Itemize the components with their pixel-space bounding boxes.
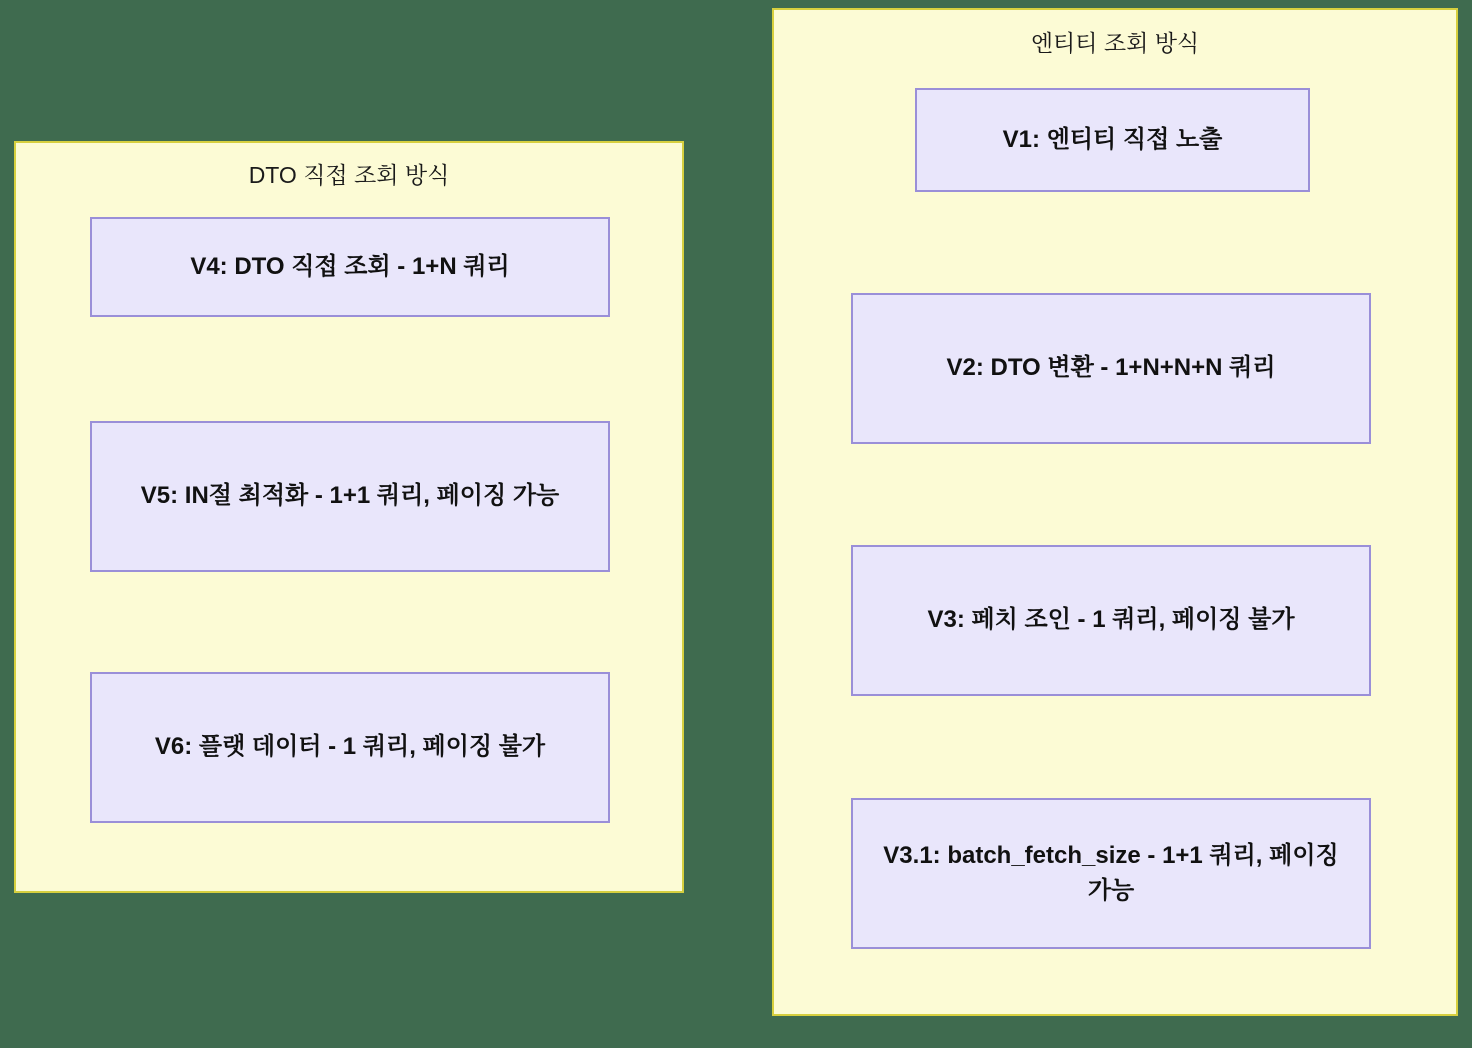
node-v2[interactable] (851, 293, 1371, 444)
node-v3[interactable] (851, 545, 1371, 696)
group-title-dto: DTO 직접 조회 방식 (248, 162, 450, 188)
node-v1-label: V1: 엔티티 직접 노출 (1002, 125, 1223, 153)
node-v6[interactable] (90, 672, 610, 823)
node-v3-label: V3: 페치 조인 - 1 쿼리, 페이징 불가 (927, 606, 1295, 634)
group-dto-direct-query (14, 141, 684, 893)
group-entity-query (772, 8, 1458, 1016)
node-v6-label: V6: 플랫 데이터 - 1 쿼리, 페이징 불가 (154, 733, 546, 761)
node-v4[interactable] (90, 217, 610, 317)
node-v3-1-label: V3.1: batch_fetch_size - 1+1 쿼리, 페이징 가능 (883, 841, 1339, 904)
node-v4-label: V4: DTO 직접 조회 - 1+N 쿼리 (190, 252, 510, 280)
node-v2-label: V2: DTO 변환 - 1+N+N+N 쿼리 (946, 354, 1276, 382)
node-v5[interactable] (90, 421, 610, 572)
node-v5-label: V5: IN절 최적화 - 1+1 쿼리, 페이징 가능 (140, 482, 560, 510)
node-v1[interactable] (915, 88, 1310, 192)
node-v3-1[interactable] (851, 798, 1371, 949)
group-title-entity: 엔티티 조회 방식 (1030, 30, 1200, 56)
